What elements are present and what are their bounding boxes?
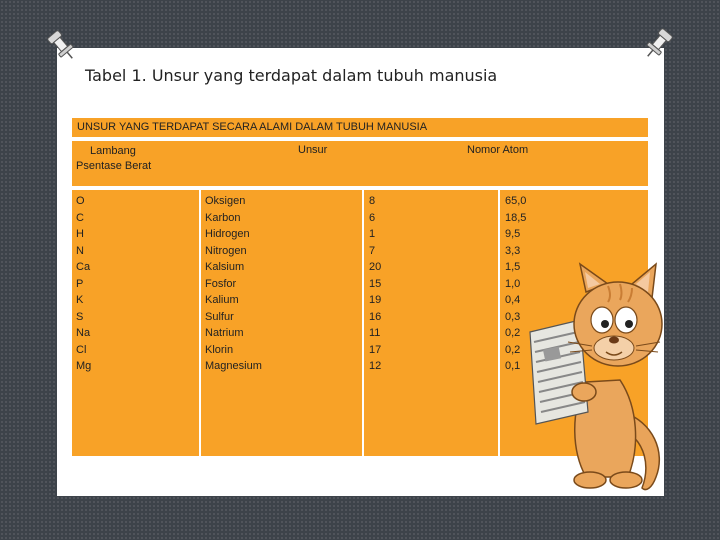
table-banner-text: UNSUR YANG TERDAPAT SECARA ALAMI DALAM TUBUH MANUSIA: [77, 121, 428, 133]
table-cell: C: [76, 211, 84, 224]
table-cell: Oksigen: [205, 195, 246, 207]
table-cell: 1: [369, 228, 376, 240]
table-header-row: [72, 141, 648, 186]
table-cell: Cl: [76, 343, 87, 356]
table-cell: O: [76, 195, 85, 207]
table-cell: S: [76, 310, 84, 323]
table-cell: 0,4: [505, 294, 521, 306]
column-lambang: [72, 190, 199, 456]
table-cell: 65,0: [505, 195, 527, 207]
header-lambang-line1: Lambang: [90, 145, 136, 157]
table-cell: 16: [369, 310, 382, 323]
table-cell: 7: [369, 244, 376, 257]
table-cell: 9,5: [505, 228, 521, 240]
table-cell: H: [76, 228, 84, 240]
table-cell: Karbon: [205, 211, 241, 224]
table-cell: 1,0: [505, 277, 521, 290]
table-cell: 20: [369, 261, 382, 273]
table-cell: Nitrogen: [205, 244, 247, 257]
table-cell: 8: [369, 195, 376, 207]
table-cell: 12: [369, 360, 382, 372]
table-cell: 0,3: [505, 310, 521, 323]
table-cell: Kalsium: [205, 261, 245, 273]
table-cell: Kalium: [205, 294, 239, 306]
table-banner: [72, 118, 648, 137]
table-cell: 19: [369, 294, 382, 306]
header-lambang-line2: Psentase Berat: [76, 160, 152, 172]
table-cell: 0,1: [505, 360, 521, 372]
header-unsur: Unsur: [298, 144, 328, 156]
cat-reading-newspaper-illustration: [528, 262, 668, 498]
table-cell: Ca: [76, 261, 91, 273]
table-cell: P: [76, 277, 84, 290]
table-cell: Hidrogen: [205, 228, 250, 240]
table-cell: 3,3: [505, 244, 521, 257]
header-nomor-atom: Nomor Atom: [467, 144, 529, 156]
push-pin-icon: [44, 28, 80, 64]
table-cell: 18,5: [505, 211, 527, 224]
table-cell: Sulfur: [205, 310, 234, 323]
table-cell: 11: [369, 327, 381, 339]
table-cell: Mg: [76, 360, 92, 372]
table-cell: 0,2: [505, 343, 521, 356]
table-cell: Na: [76, 327, 91, 339]
table-cell: Natrium: [205, 327, 244, 339]
table-cell: Fosfor: [205, 277, 237, 290]
table-cell: K: [76, 294, 84, 306]
slide-title: Tabel 1. Unsur yang terdapat dalam tubuh manusia: [85, 66, 498, 85]
column-unsur: [201, 190, 362, 456]
table-cell: Klorin: [205, 343, 234, 356]
push-pin-icon: [640, 26, 676, 62]
table-cell: 0,2: [505, 327, 521, 339]
table-cell: Magnesium: [205, 360, 262, 372]
column-nomor-atom: [364, 190, 498, 456]
table-cell: 17: [369, 343, 382, 356]
table-cell: 1,5: [505, 261, 521, 273]
table-cell: 15: [369, 277, 382, 290]
table-cell: 6: [369, 211, 376, 224]
header-lambang: [76, 144, 151, 174]
table-cell: N: [76, 244, 84, 257]
